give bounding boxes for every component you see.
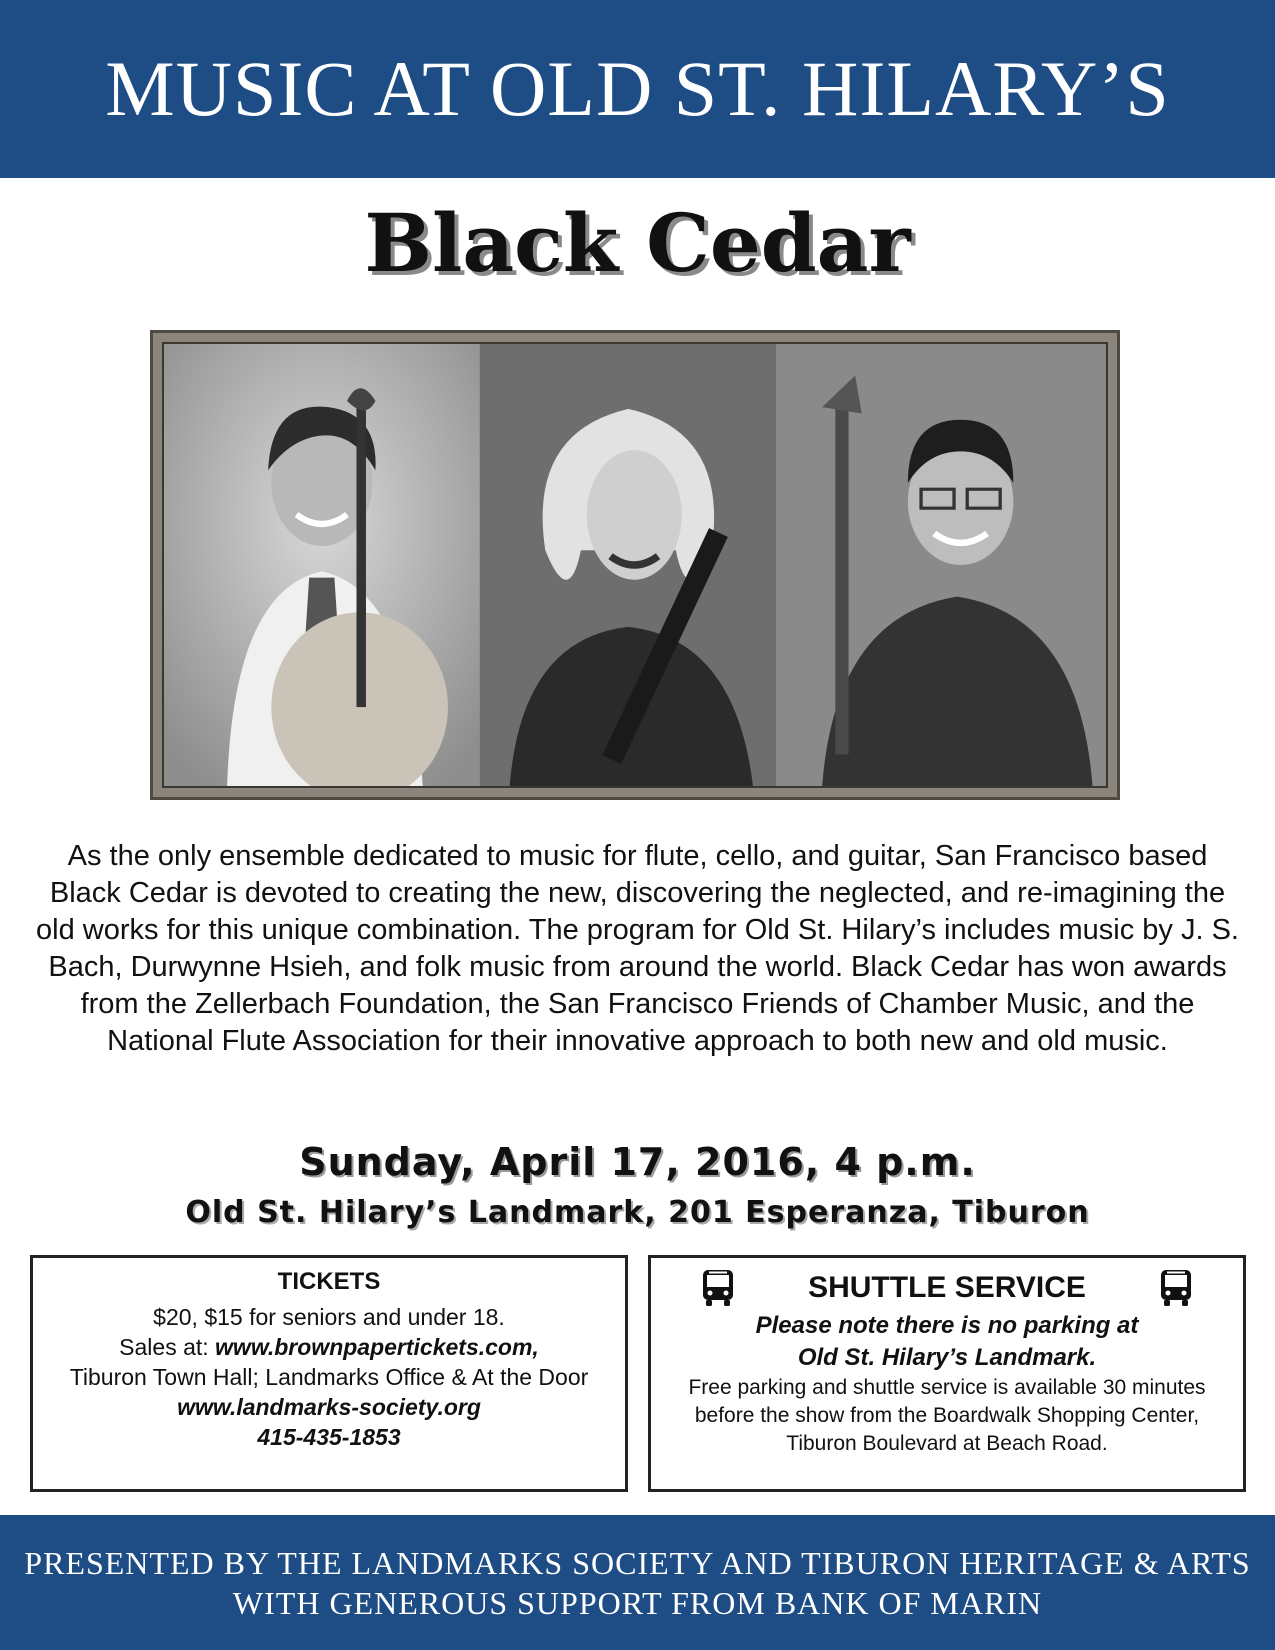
- phone-number: 415-435-1853: [257, 1424, 401, 1450]
- shuttle-box: [648, 1255, 1246, 1492]
- ticket-locations: Tiburon Town Hall; Landmarks Office & At the Door: [69, 1364, 589, 1390]
- parking-note-line2: Old St. Hilary’s Landmark.: [797, 1344, 1097, 1371]
- tickets-heading: TICKETS: [277, 1268, 381, 1295]
- header-banner: [0, 0, 1275, 178]
- ensemble-title: Black Cedar: [364, 196, 911, 290]
- tickets-box: [30, 1255, 628, 1492]
- event-venue: Old St. Hilary’s Landmark, 201 Esperanza, Tiburon: [185, 1195, 1090, 1230]
- ticket-sales: [33, 1332, 625, 1362]
- presenters-line: PRESENTED BY THE LANDMARKS SOCIETY AND TIBURON HERITAGE & ARTS: [24, 1544, 1251, 1581]
- series-title: MUSIC AT OLD ST. HILARY’S: [105, 45, 1170, 132]
- shuttle-details-line2: before the show from the Boardwalk Shopping Center,: [694, 1404, 1200, 1427]
- bus-icon: [1158, 1268, 1194, 1308]
- flutist-portrait: [480, 344, 777, 786]
- cellist-portrait: [164, 344, 480, 786]
- ensemble-description: As the only ensemble dedicated to music for flute, cello, and guitar, San Francisco based Black Cedar is devoted to creating the new, discovering the neglected, and re-imagining the old works for this unique combination. The program for Old St. Hilary’s includes music by J. S. Bach, Durwynne Hsieh, and folk music from around the world. Black Cedar has won awards from the Zellerbach Foundation, the San Francisco Friends of Chamber Music, and the National Flute Association for their innovative approach to both new and old music.: [36, 840, 1239, 1057]
- sponsor-line: WITH GENEROUS SUPPORT FROM BANK OF MARIN: [232, 1584, 1043, 1621]
- event-date-time: Sunday, April 17, 2016, 4 p.m.: [299, 1140, 976, 1184]
- shuttle-details-line1: Free parking and shuttle service is available 30 minutes: [688, 1376, 1206, 1399]
- ensemble-photo: [150, 330, 1120, 800]
- ticket-site-link[interactable]: www.brownpapertickets.com,: [215, 1334, 539, 1360]
- sales-prefix: Sales at:: [119, 1334, 216, 1360]
- landmarks-website-link[interactable]: www.landmarks-society.org: [177, 1394, 481, 1420]
- parking-note-line1: Please note there is no parking at: [755, 1312, 1139, 1339]
- shuttle-heading: SHUTTLE SERVICE: [808, 1271, 1086, 1304]
- footer-banner: [0, 1515, 1275, 1650]
- shuttle-details-line3: Tiburon Boulevard at Beach Road.: [786, 1432, 1108, 1455]
- bus-icon: [700, 1268, 736, 1308]
- guitarist-portrait: [776, 344, 1106, 786]
- ticket-prices: $20, $15 for seniors and under 18.: [153, 1304, 505, 1330]
